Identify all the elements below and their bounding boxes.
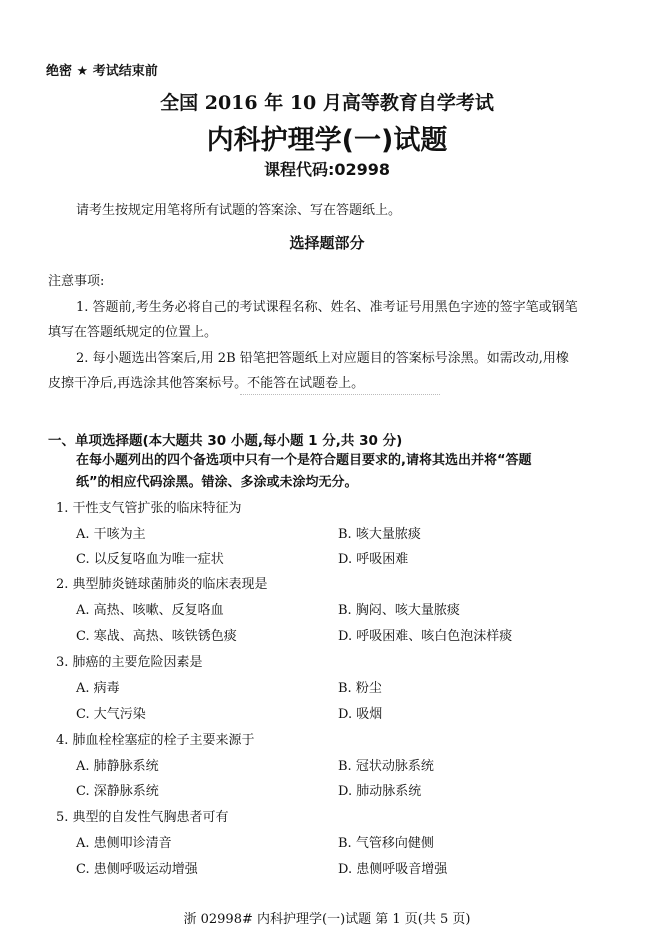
question-stem: 2. 典型肺炎链球菌肺炎的临床表现是 <box>56 577 268 592</box>
general-instruction: 请考生按规定用笔将所有试题的答案涂、写在答题纸上。 <box>76 203 402 218</box>
option-d: D. 吸烟 <box>338 707 383 722</box>
option-a: A. 病毒 <box>76 681 120 696</box>
page-footer: 浙 02998# 内科护理学(一)试题 第 1 页(共 5 页) <box>183 912 471 927</box>
scan-artifact-divider <box>240 394 440 396</box>
option-b: B. 胸闷、咳大量脓痰 <box>338 603 460 618</box>
part-title: 选择题部分 <box>289 234 365 252</box>
option-b: B. 冠状动脉系统 <box>338 759 434 774</box>
option-b: B. 气管移向健侧 <box>338 836 434 851</box>
option-a: A. 患侧叩诊清音 <box>76 836 172 851</box>
option-c: C. 深静脉系统 <box>76 784 159 799</box>
note-1-line-1: 1. 答题前,考生务必将自己的考试课程名称、姓名、准考证号用黑色字迹的签字笔或钢笔 <box>76 300 578 315</box>
option-c: C. 患侧呼吸运动增强 <box>76 862 198 877</box>
option-d: D. 呼吸困难、咳白色泡沫样痰 <box>338 629 513 644</box>
section-description-line-1: 在每小题列出的四个备选项中只有一个是符合题目要求的,请将其选出并将“答题 <box>76 453 532 468</box>
question-stem: 1. 干性支气管扩张的临床特征为 <box>56 501 242 516</box>
option-c: C. 大气污染 <box>76 707 146 722</box>
option-a: A. 高热、咳嗽、反复咯血 <box>76 603 224 618</box>
option-c: C. 以反复咯血为唯一症状 <box>76 552 224 567</box>
option-d: D. 呼吸困难 <box>338 552 409 567</box>
option-d: D. 肺动脉系统 <box>338 784 422 799</box>
exam-title: 全国 2016 年 10 月高等教育自学考试 <box>160 92 494 114</box>
option-c: C. 寒战、高热、咳铁锈色痰 <box>76 629 237 644</box>
section-heading: 一、单项选择题(本大题共 30 小题,每小题 1 分,共 30 分) <box>48 433 403 449</box>
question-stem: 5. 典型的自发性气胸患者可有 <box>56 810 229 825</box>
question-stem: 3. 肺癌的主要危险因素是 <box>56 655 203 670</box>
subject-title: 内科护理学(一)试题 <box>206 125 448 156</box>
note-1-line-2: 填写在答题纸规定的位置上。 <box>48 325 218 340</box>
section-description-line-2: 纸”的相应代码涂黑。错涂、多涂或未涂均无分。 <box>76 475 358 490</box>
option-b: B. 咳大量脓痰 <box>338 527 421 542</box>
course-code: 课程代码:02998 <box>263 160 391 179</box>
notes-heading: 注意事项: <box>48 274 105 289</box>
confidential-mark: 绝密 ★ 考试结束前 <box>46 64 158 79</box>
option-a: A. 干咳为主 <box>76 527 146 542</box>
option-d: D. 患侧呼吸音增强 <box>338 862 448 877</box>
question-stem: 4. 肺血栓栓塞症的栓子主要来源于 <box>56 733 255 748</box>
option-b: B. 粉尘 <box>338 681 382 696</box>
note-2-line-1: 2. 每小题选出答案后,用 2B 铅笔把答题纸上对应题目的答案标号涂黑。如需改动,用橡 <box>76 351 569 366</box>
note-2-line-2: 皮擦干净后,再选涂其他答案标号。不能答在试题卷上。 <box>48 376 365 391</box>
option-a: A. 肺静脉系统 <box>76 759 159 774</box>
